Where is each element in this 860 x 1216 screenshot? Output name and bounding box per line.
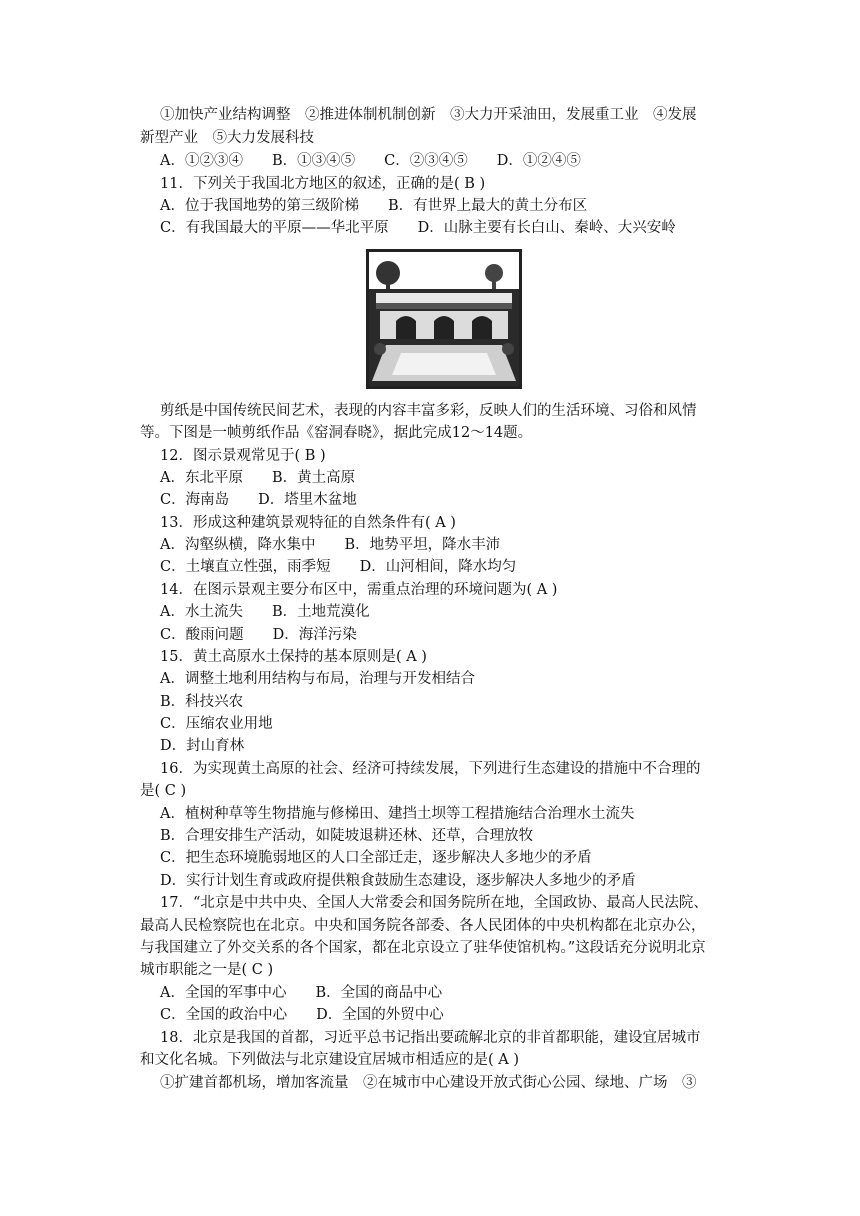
- answer-option: A．调整土地利用结构与布局，治理与开发相结合: [160, 671, 475, 687]
- question-12: 12．图示景观常见于( B ): [160, 448, 326, 464]
- answer-options: C．海南岛 D．塔里木盆地: [160, 492, 357, 508]
- question-11: 11．下列关于我国北方地区的叙述，正确的是( B ): [160, 176, 486, 192]
- question-16: 16．为实现黄土高原的社会、经济可持续发展，下列进行生态建设的措施中不合理的: [160, 761, 701, 777]
- text-line: ①加快产业结构调整 ②推进体制机制创新 ③大力开采油田，发展重工业 ④发展: [160, 107, 697, 123]
- question-17: 与我国建立了外交关系的各个国家，都在北京设立了驻华使馆机构。”这段话充分说明北京: [140, 940, 706, 956]
- answer-options: A．水土流失 B．土地荒漠化: [160, 604, 370, 620]
- question-15: 15．黄土高原水土保持的基本原则是( A ): [160, 649, 427, 665]
- answer-options: A．沟壑纵横，降水集中 B．地势平坦，降水丰沛: [160, 537, 501, 553]
- question-13: 13．形成这种建筑景观特征的自然条件有( A ): [160, 515, 456, 531]
- question-18: 和文化名城。下列做法与北京建设宜居城市相适应的是( A ): [140, 1052, 520, 1068]
- question-16: 是( C ): [140, 783, 187, 799]
- answer-option: B．科技兴农: [160, 694, 244, 710]
- text-line: ①扩建首都机场，增加客流量 ②在城市中心建设开放式街心公园、绿地、广场 ③: [160, 1075, 697, 1091]
- answer-option: D．封山育林: [160, 738, 245, 754]
- question-17: 17．“北京是中共中央、全国人大常委会和国务院所在地，全国政协、最高人民法院、: [160, 895, 708, 911]
- question-14: 14．在图示景观主要分布区中，需重点治理的环境问题为( A ): [160, 582, 558, 598]
- answer-option: D．实行计划生育或政府提供粮食鼓励生态建设，逐步解决人多地少的矛盾: [160, 873, 636, 889]
- answer-option: C．把生态环境脆弱地区的人口全部迁走，逐步解决人多地少的矛盾: [160, 850, 592, 866]
- answer-options: A．东北平原 B．黄土高原: [160, 470, 356, 486]
- answer-options: C．酸雨问题 D．海洋污染: [160, 627, 357, 643]
- answer-options: C．土壤直立性强，雨季短 D．山河相间，降水均匀: [160, 559, 517, 575]
- answer-option: A．植树种草等生物措施与修梯田、建挡土坝等工程措施结合治理水土流失: [160, 806, 635, 822]
- question-18: 18．北京是我国的首都，习近平总书记指出要疏解北京的非首都职能，建设宜居城市: [160, 1030, 701, 1046]
- answer-option: B．合理安排生产活动，如陡坡退耕还林、还草，合理放牧: [160, 828, 534, 844]
- text-line: 新型产业 ⑤大力发展科技: [140, 130, 314, 146]
- answer-options: A．全国的军事中心 B．全国的商品中心: [160, 985, 443, 1001]
- passage-text: 等。下图是一帧剪纸作品《窑洞春晓》，据此完成12～14题。: [140, 425, 533, 441]
- question-17: 城市职能之一是( C ): [140, 962, 274, 978]
- answer-options: A．位于我国地势的第三级阶梯 B．有世界上最大的黄土分布区: [160, 198, 588, 214]
- answer-option: C．压缩农业用地: [160, 716, 273, 732]
- answer-options: C．全国的政治中心 D．全国的外贸中心: [160, 1007, 444, 1023]
- answer-options: A．①②③④ B．①③④⑤ C．②③④⑤ D．①②④⑤: [160, 153, 581, 169]
- passage-text: 剪纸是中国传统民间艺术，表现的内容丰富多彩，反映人们的生活环境、习俗和风情: [160, 403, 697, 419]
- answer-options: C．有我国最大的平原——华北平原 D．山脉主要有长白山、秦岭、大兴安岭: [160, 220, 676, 236]
- question-17: 最高人民检察院也在北京。中央和国务院各部委、各人民团体的中央机构都在北京办公，: [140, 918, 706, 934]
- paper-cut-figure: [366, 249, 522, 389]
